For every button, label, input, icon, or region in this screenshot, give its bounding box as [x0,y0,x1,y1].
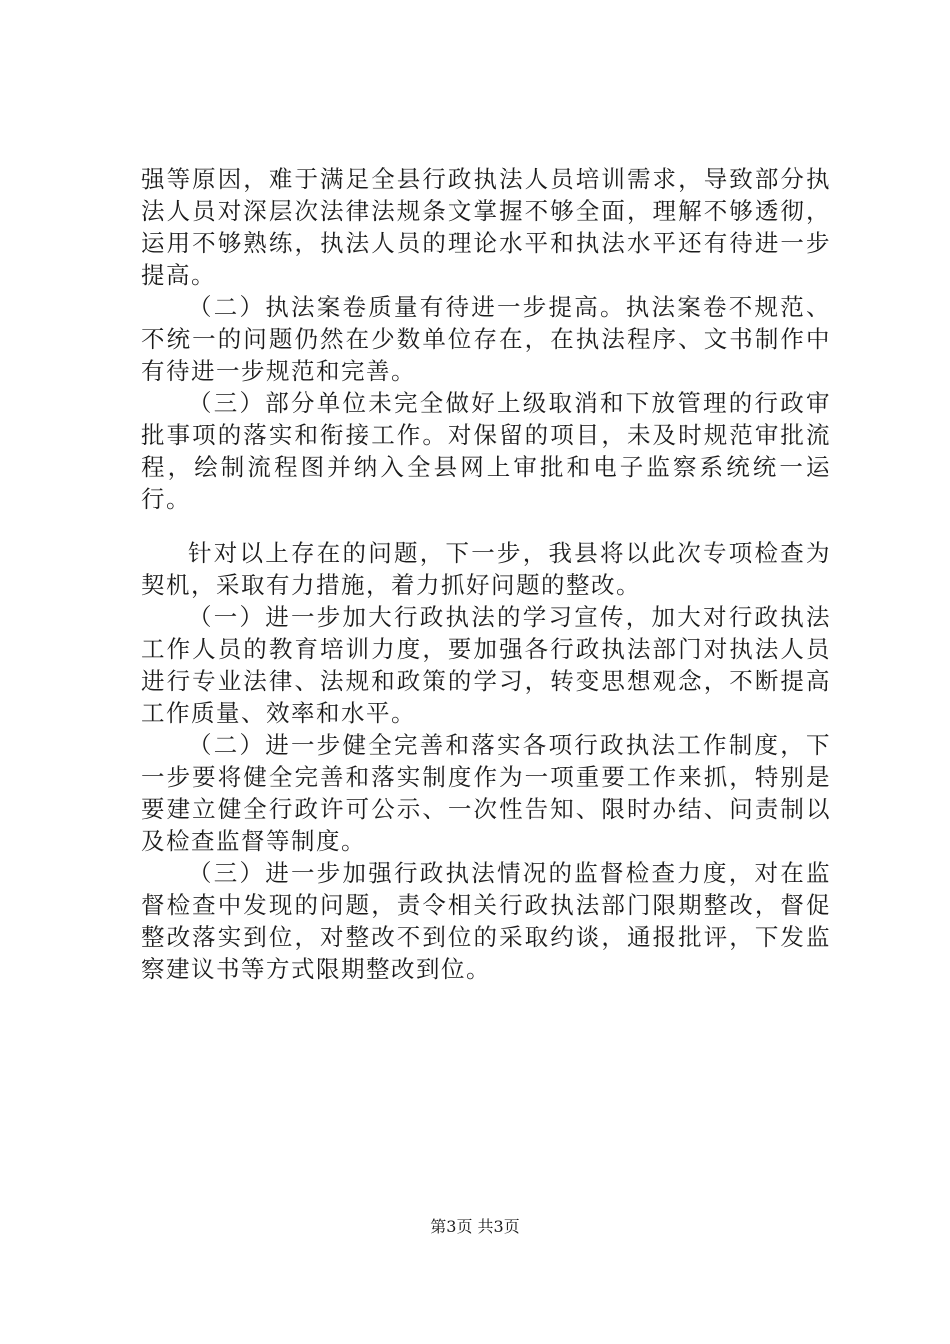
paragraph-next-steps-intro: 针对以上存在的问题，下一步，我县将以此次专项检查为契机，采取有力措施，着力抓好问题的整改。 [141,539,831,599]
paragraph-measure-2: （二）进一步健全完善和落实各项行政执法工作制度，下一步要将健全完善和落实制度作为一项重要工作来抓，特别是要建立健全行政许可公示、一次性告知、限时办结、问责制以及检查监督等制度。 [141,731,831,855]
page-number-footer: 第3页 共3页 [430,1217,520,1236]
paragraph-issue-2: （二）执法案卷质量有待进一步提高。执法案卷不规范、不统一的问题仍然在少数单位存在，在执法程序、文书制作中有待进一步规范和完善。 [141,293,831,385]
paragraph-continuation: 强等原因，难于满足全县行政执法人员培训需求，导致部分执法人员对深层次法律法规条文掌握不够全面，理解不够透彻，运用不够熟练，执法人员的理论水平和执法水平还有待进一步提高。 [141,165,831,289]
paragraph-spacer [141,515,831,537]
paragraph-issue-3: （三）部分单位未完全做好上级取消和下放管理的行政审批事项的落实和衔接工作。对保留的项目，未及时规范审批流程，绘制流程图并纳入全县网上审批和电子监察系统统一运行。 [141,389,831,513]
document-body [141,163,831,985]
paragraph-measure-3: （三）进一步加强行政执法情况的监督检查力度，对在监督检查中发现的问题，责令相关行政执法部门限期整改，督促整改落实到位，对整改不到位的采取约谈，通报批评，下发监察建议书等方式限期整改到位。 [141,859,831,983]
paragraph-measure-1: （一）进一步加大行政执法的学习宣传，加大对行政执法工作人员的教育培训力度，要加强各行政执法部门对执法人员进行专业法律、法规和政策的学习，转变思想观念，不断提高工作质量、效率和水平。 [141,603,831,727]
